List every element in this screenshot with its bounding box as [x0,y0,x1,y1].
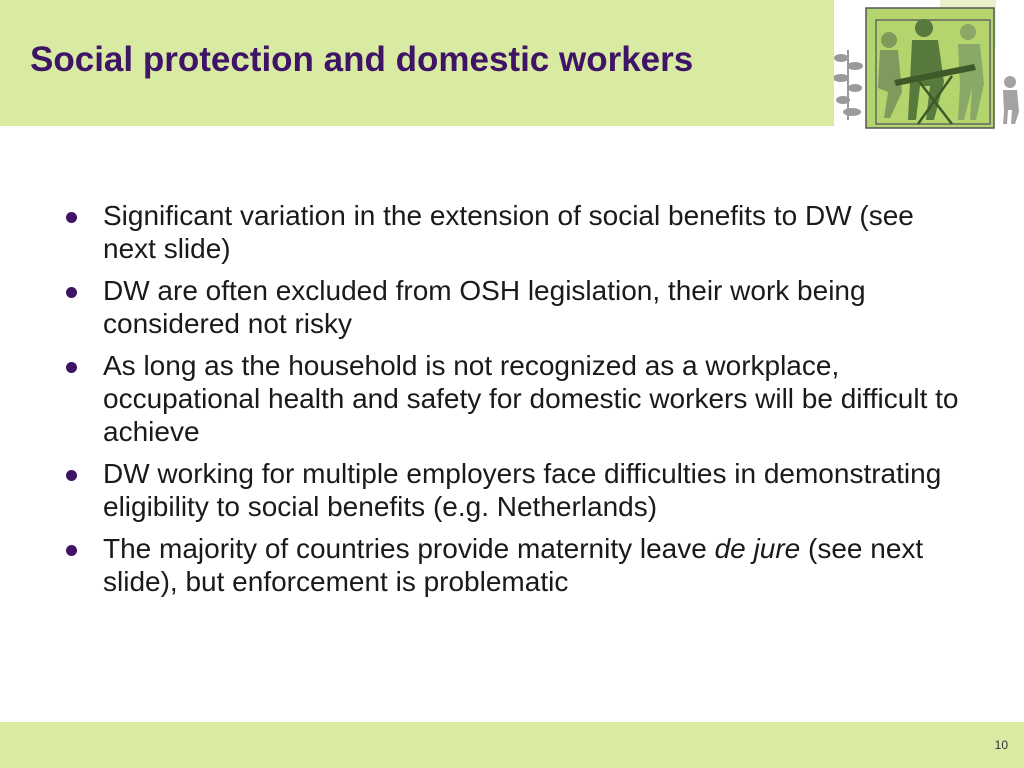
bullet-item [66,349,966,448]
bullet-dot-icon [66,545,77,556]
bullet-text: As long as the household is not recognized as a workplace, occupational health and safety for domestic workers will be difficult to achieve [103,350,959,447]
domestic-workers-illustration-icon [834,0,1024,134]
bullet-text: DW are often excluded from OSH legislation, their work being considered not risky [103,275,866,339]
bullet-dot-icon [66,212,77,223]
bullet-text: DW working for multiple employers face difficulties in demonstrating eligibility to social benefits (e.g. Netherlands) [103,458,942,522]
bullet-item [66,199,966,265]
bullet-text: The majority of countries provide maternity leave [103,533,715,564]
bullet-item [66,532,966,598]
bullet-dot-icon [66,470,77,481]
slide-title: Social protection and domestic workers [30,40,694,79]
bullet-item [66,274,966,340]
bullet-dot-icon [66,362,77,373]
footer-band [0,722,1024,768]
bullet-text: Significant variation in the extension of social benefits to DW (see next slide) [103,200,914,264]
bullet-list [66,199,966,607]
bullet-item [66,457,966,523]
page-number: 10 [994,738,1008,752]
bullet-dot-icon [66,287,77,298]
bullet-text: (see next slide), but enforcement is problematic [103,533,924,597]
bullet-text-italic: de jure [714,533,801,564]
